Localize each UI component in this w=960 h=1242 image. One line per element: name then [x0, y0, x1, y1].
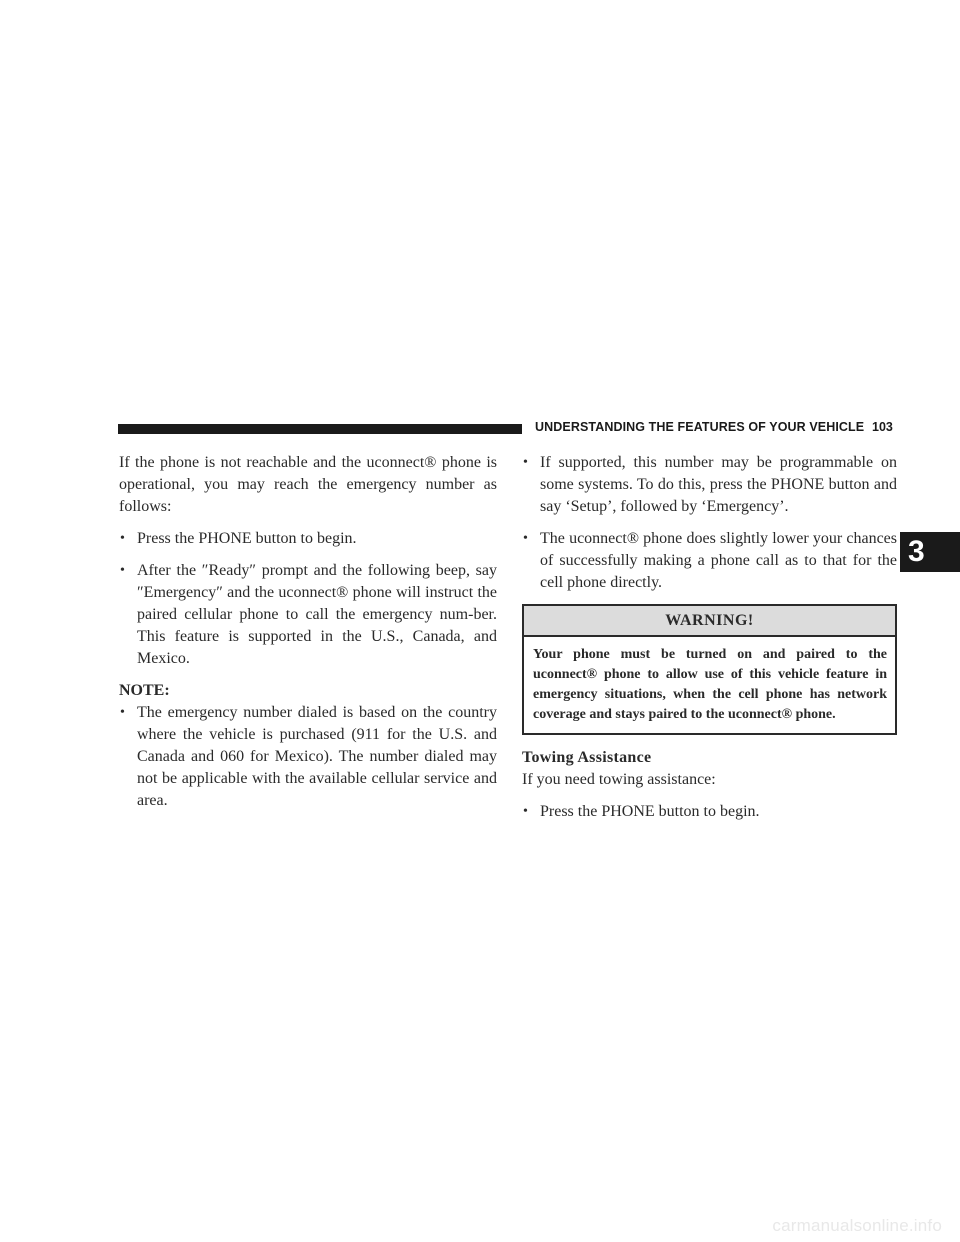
bullet-icon: •: [120, 563, 125, 578]
list-item: • Press the PHONE button to begin.: [522, 801, 897, 823]
list-item: • The uconnect® phone does slightly lower your chances of successfully making a phone call as to that for the cell phone directly.: [523, 530, 897, 591]
watermark: carmanualsonline.info: [772, 1216, 942, 1235]
towing-steps-list: [522, 801, 897, 823]
intro-paragraph: If the phone is not reachable and the uconnect® phone is operational, you may reach the emergency number as follows:: [119, 454, 497, 515]
emergency-steps-list: [119, 528, 497, 670]
note-list-continued: [522, 452, 897, 594]
chapter-tab: 3: [900, 532, 960, 572]
note-heading: NOTE:: [119, 682, 170, 699]
bullet-icon: •: [523, 804, 528, 819]
bullet-icon: •: [120, 531, 125, 546]
warning-box: [522, 604, 897, 735]
list-item: • Press the PHONE button to begin.: [119, 528, 497, 550]
warning-title: WARNING!: [524, 606, 895, 637]
header-rule: [118, 424, 522, 434]
section-heading: Towing Assistance: [522, 749, 652, 766]
running-header-title: UNDERSTANDING THE FEATURES OF YOUR VEHICLE: [535, 420, 865, 434]
right-column: [522, 452, 897, 833]
list-item: • After the ″Ready″ prompt and the following beep, say ″Emergency″ and the uconnect® phone will instruct the paired cellular phone to call the emergency num-ber. This feature is supported in the U.S., Canada, and Mexico.: [120, 562, 497, 667]
page-number: 103: [872, 420, 893, 434]
warning-text: Your phone must be turned on and paired to the uconnect® phone to allow use of this vehicle feature in emergency situations, when the cell phone has network coverage and stays paired to the uconnect® phone.: [533, 647, 887, 722]
section-intro: If you need towing assistance:: [522, 771, 716, 788]
bullet-icon: •: [523, 455, 528, 470]
list-item: • The emergency number dialed is based on the country where the vehicle is purchased (911 for the U.S. and Canada and 060 for Mexico). The number dialed may not be applicable with the available cellular service and area.: [120, 704, 497, 809]
list-item: • If supported, this number may be programmable on some systems. To do this, press the PHONE button and say ‘Setup’, followed by ‘Emergency’.: [523, 454, 897, 515]
left-column: [119, 452, 497, 822]
bullet-icon: •: [120, 705, 125, 720]
bullet-icon: •: [523, 531, 528, 546]
note-list: [119, 702, 497, 812]
